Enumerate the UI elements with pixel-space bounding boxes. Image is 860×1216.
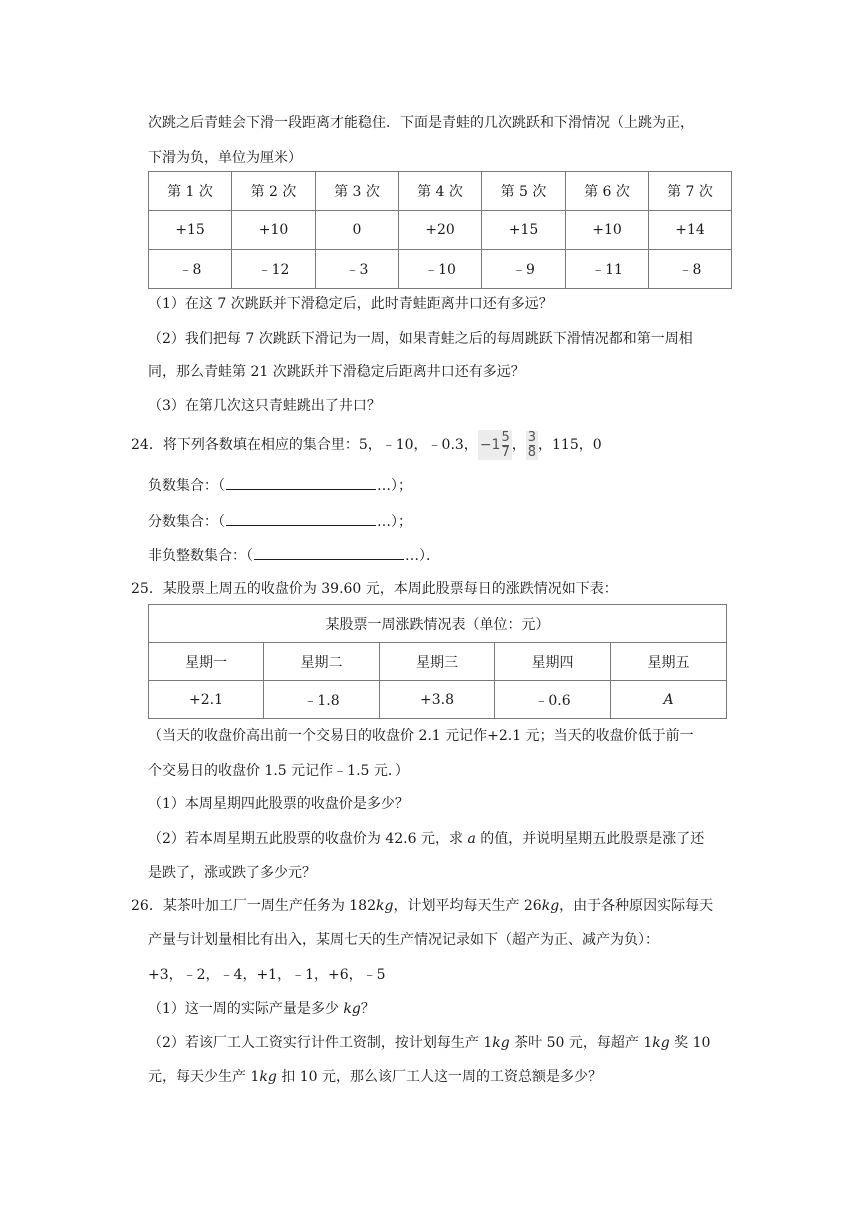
q25-part2-text: 的值，并说明星期五此股票是涨了还 (475, 831, 705, 847)
fraction-set-label: 分数集合：（ (148, 514, 225, 530)
table-cell: +10 (232, 211, 316, 250)
table-cell: A (611, 681, 727, 719)
q24-stem-sep: ， (511, 437, 526, 453)
q25-part2-line1 (148, 829, 704, 849)
table-header-cell: 第 2 次 (232, 172, 316, 211)
table-header-cell: 第 1 次 (149, 172, 232, 211)
q26-part1 (148, 999, 375, 1019)
q24-stem-after: ，115，0 (538, 437, 602, 453)
mixed-fraction (501, 431, 509, 460)
q23-part1: （1）在这 7 次跳跃并下滑稳定后，此时青蛙距离井口还有多远？ (148, 296, 553, 312)
nonneg-integer-set-blank[interactable] (254, 545, 404, 560)
fraction-set-close: …）； (377, 514, 412, 530)
q26-text: 扣 10 元，那么该厂工人这一周的工资总额是多少？ (276, 1069, 602, 1085)
negative-set-label: 负数集合：（ (148, 478, 225, 494)
q26-stem-line2: 产量与计划量相比有出入，某周七天的生产情况记录如下（超产为正、减产为负）： (148, 932, 659, 948)
mixed-denominator: 7 (501, 444, 510, 460)
table-cell: +2.1 (149, 681, 264, 719)
table-cell: 0 (316, 211, 399, 250)
q26-text: ，计划平均每天生产 26 (393, 898, 542, 914)
q26-part2-line1 (148, 1033, 710, 1053)
table-cell: ﹣9 (482, 250, 566, 289)
table-header-cell: 第 7 次 (649, 172, 732, 211)
table-cell: +10 (566, 211, 649, 250)
table-header-cell: 星期四 (495, 643, 611, 681)
unit-kg: kg (343, 1001, 361, 1017)
table-cell: ﹣8 (149, 250, 232, 289)
q25-part1: （1）本周星期四此股票的收盘价是多少？ (148, 796, 409, 812)
mixed-whole: −1 (479, 437, 501, 453)
fraction-denominator: 8 (527, 444, 537, 460)
q25-note-line1: （当天的收盘价高出前一个交易日的收盘价 2.1 元记作+2.1 元；当天的收盘价低于前一 (148, 728, 694, 744)
table-cell: ﹣1.8 (264, 681, 380, 719)
unit-kg: kg (652, 1035, 670, 1051)
q26-part2-line2 (148, 1067, 602, 1087)
q24-stem-before: 24．将下列各数填在相应的集合里：5，﹣10，﹣0.3， (131, 437, 478, 453)
table-header-cell: 第 5 次 (482, 172, 566, 211)
unit-kg: kg (376, 898, 394, 914)
table-header-cell: 星期五 (611, 643, 727, 681)
table-cell: ﹣8 (649, 250, 732, 289)
mixed-numerator: 5 (501, 429, 510, 445)
table-title-row (149, 605, 727, 643)
q26-data-values: +3，﹣2，﹣4，+1，﹣1，+6，﹣5 (148, 967, 386, 983)
table-cell: +14 (649, 211, 732, 250)
table-cell: ﹣12 (232, 250, 316, 289)
table-header-cell: 第 6 次 (566, 172, 649, 211)
q24-stem (131, 430, 602, 464)
table-cell: +3.8 (380, 681, 495, 719)
q25-note-line2: 个交易日的收盘价 1.5 元记作﹣1.5 元．） (148, 763, 409, 779)
table-cell: ﹣10 (399, 250, 482, 289)
fraction-set-blank[interactable] (226, 511, 376, 526)
q26-text: （2）若该厂工人工资实行计件工资制，按计划每生产 1 (148, 1035, 493, 1051)
table-header-row (149, 643, 727, 681)
q23-intro-line2: 下滑为负，单位为厘米） (148, 150, 302, 166)
q25-stem: 25．某股票上周五的收盘价为 39.60 元，本周此股票每日的涨跌情况如下表： (131, 581, 618, 597)
q26-text: ，由于各种原因实际每天 (559, 898, 714, 914)
nonneg-integer-set-label: 非负整数集合：（ (148, 548, 253, 564)
q26-stem-line1 (131, 896, 713, 916)
negative-set-line (148, 475, 412, 496)
q26-text: 茶叶 50 元，每超产 1 (509, 1035, 653, 1051)
table-header-cell: 第 3 次 (316, 172, 399, 211)
table-header-cell: 第 4 次 (399, 172, 482, 211)
unit-kg: kg (259, 1069, 277, 1085)
fraction-set-line (148, 511, 412, 532)
q23-part2-line1: （2）我们把每 7 次跳跃下滑记为一周，如果青蛙之后的每周跳跃下滑情况都和第一周相 (148, 331, 693, 347)
table-cell: +20 (399, 211, 482, 250)
table-cell: ﹣11 (566, 250, 649, 289)
stock-table (148, 604, 727, 719)
negative-set-close: …）； (377, 478, 412, 494)
table-row (149, 681, 727, 719)
unit-kg: kg (541, 898, 560, 914)
table-header-cell: 星期一 (149, 643, 264, 681)
q23-part2-line2: 同，那么青蛙第 21 次跳跃并下滑稳定后距离井口还有多远？ (148, 364, 525, 380)
q26-text: 元，每天少生产 1 (148, 1069, 260, 1085)
unit-kg: kg (492, 1035, 510, 1051)
table-cell: ﹣3 (316, 250, 399, 289)
table-cell: +15 (482, 211, 566, 250)
q25-part2-line2: 是跌了，涨或跌了多少元？ (148, 865, 316, 881)
q26-text: ？ (360, 1001, 375, 1017)
table-row (149, 250, 732, 289)
fraction (526, 431, 538, 460)
q26-text: 26．某茶叶加工厂一周生产任务为 182 (131, 898, 376, 914)
table-cell: ﹣0.6 (495, 681, 611, 719)
table-cell: +15 (149, 211, 232, 250)
q25-part2-text: （2）若本周星期五此股票的收盘价为 42.6 元，求 (148, 831, 468, 847)
table-header-cell: 星期三 (380, 643, 495, 681)
variable-a: a (467, 831, 476, 847)
frog-jump-table (148, 171, 732, 289)
q26-text: 奖 10 (669, 1035, 711, 1051)
q23-part3: （3）在第几次这只青蛙跳出了井口？ (148, 398, 381, 414)
negative-set-blank[interactable] (226, 475, 376, 490)
stock-table-title: 某股票一周涨跌情况表（单位：元） (149, 605, 727, 643)
mixed-number (478, 430, 512, 460)
q23-intro-line1: 次跳之后青蛙会下滑一段距离才能稳住．下面是青蛙的几次跳跃和下滑情况（上跳为正， (148, 115, 694, 131)
nonneg-integer-set-line (148, 545, 440, 566)
q26-text: （1）这一周的实际产量是多少 (148, 1001, 344, 1017)
table-row (149, 211, 732, 250)
table-header-cell: 星期二 (264, 643, 380, 681)
nonneg-integer-set-close: …）． (405, 548, 440, 564)
table-header-row (149, 172, 732, 211)
fraction-numerator: 3 (527, 429, 537, 445)
